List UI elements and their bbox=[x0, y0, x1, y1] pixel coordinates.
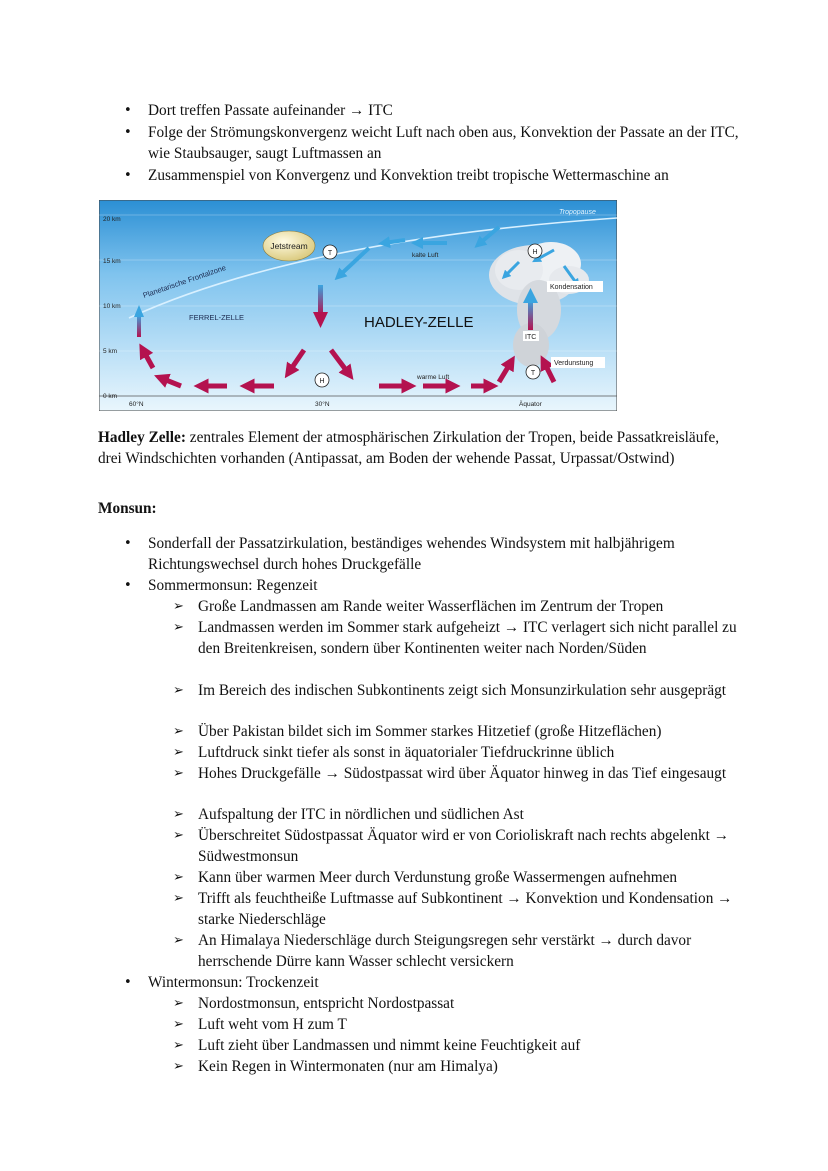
pressure-marker-low-equator bbox=[526, 365, 540, 379]
summer-item: ➢ Über Pakistan bildet sich im Sommer starkes Hitzetief (große Hitzeflächen) bbox=[198, 721, 743, 742]
summer-item: ➢ An Himalaya Niederschläge durch Steigungsregen sehr verstärkt → durch davor herrschende Dürre kann Wasser schlecht versickern bbox=[198, 930, 743, 972]
ferrel-cell-label: FERREL-ZELLE bbox=[189, 313, 245, 322]
summer-item: ➢ Große Landmassen am Rande weiter Wasserflächen im Zentrum der Tropen bbox=[198, 596, 743, 617]
intro-bullet: • Folge der Strömungskonvergenz weicht Luft nach oben aus, Konvektion der Passate an der ITC, wie Staubsauger, saugt Luftmassen an bbox=[148, 122, 748, 164]
atmospheric-circulation-diagram bbox=[99, 200, 617, 411]
frontal-zone-label: Planetarische Frontalzone bbox=[141, 263, 228, 300]
jetstream-label: Jetstream bbox=[270, 241, 308, 251]
altitude-label: 20 km bbox=[103, 216, 121, 223]
latitude-label: 60°N bbox=[129, 401, 144, 408]
altitude-label: 5 km bbox=[103, 348, 118, 355]
winter-item: ➢ Kein Regen in Wintermonaten (nur am Himalya) bbox=[198, 1056, 743, 1077]
summer-item: ➢ Aufspaltung der ITC in nördlichen und südlichen Ast bbox=[198, 804, 743, 825]
intro-bullet: • Dort treffen Passate aufeinander → ITC bbox=[148, 100, 748, 121]
monsun-heading: Monsun: bbox=[98, 500, 157, 517]
hadley-term: Hadley Zelle: bbox=[98, 429, 186, 446]
svg-text:H: H bbox=[532, 249, 538, 256]
evaporation-label: Verdunstung bbox=[554, 360, 594, 367]
latitude-label: 30°N bbox=[315, 401, 330, 408]
summer-item: ➢ Trifft als feuchtheiße Luftmasse auf Subkontinent → Konvektion und Kondensation → starke Niederschläge bbox=[198, 888, 743, 930]
hadley-paragraph bbox=[98, 427, 738, 469]
pressure-marker-high-upper bbox=[528, 244, 542, 258]
summer-item: ➢ Hohes Druckgefälle → Südostpassat wird über Äquator hinweg in das Tief eingesaugt bbox=[198, 763, 743, 784]
pressure-marker-low-upper bbox=[323, 245, 337, 259]
descending-flow bbox=[318, 285, 323, 315]
itc-label: ITC bbox=[525, 334, 537, 341]
hadley-text: zentrales Element der atmosphärischen Zirkulation der Tropen, beide Passatkreisläufe, drei Windschichten vorhanden (Antipassat, am Boden der wehende Passat, Urpassat/Ostwind) bbox=[98, 429, 720, 467]
rising-flow bbox=[528, 300, 533, 330]
hadley-cell-label: HADLEY-ZELLE bbox=[364, 314, 474, 331]
winter-item: ➢ Luft zieht über Landmassen und nimmt keine Feuchtigkeit auf bbox=[198, 1035, 743, 1056]
svg-text:T: T bbox=[530, 370, 536, 377]
cold-air-label: kalte Luft bbox=[412, 252, 439, 259]
winter-item: ➢ Nordostmonsun, entspricht Nordostpassat bbox=[198, 993, 743, 1014]
summer-item: ➢ Kann über warmen Meer durch Verdunstung große Wassermengen aufnehmen bbox=[198, 867, 743, 888]
intro-bullet: • Zusammenspiel von Konvergenz und Konvektion treibt tropische Wettermaschine an bbox=[148, 165, 748, 186]
monsun-bullet-summer: • Sommermonsun: Regenzeit bbox=[148, 575, 748, 596]
svg-text:H: H bbox=[319, 378, 325, 385]
tropopause-label: Tropopause bbox=[559, 209, 596, 216]
monsun-bullet: • Sonderfall der Passatzirkulation, beständiges wehendes Windsystem mit halbjährigem Richtungswechsel durch hohes Druckgefälle bbox=[148, 533, 748, 575]
pressure-marker-high-30n bbox=[315, 373, 329, 387]
latitude-label: Äquator bbox=[519, 401, 542, 408]
altitude-label: 10 km bbox=[103, 303, 121, 310]
condensation-label: Kondensation bbox=[550, 284, 593, 291]
svg-text:T: T bbox=[327, 250, 333, 257]
winter-item: ➢ Luft weht vom H zum T bbox=[198, 1014, 743, 1035]
altitude-label: 15 km bbox=[103, 258, 121, 265]
altitude-label: 0 km bbox=[103, 393, 118, 400]
summer-item: ➢ Überschreitet Südostpassat Äquator wird er von Corioliskraft nach rechts abgelenkt → Südwestmonsun bbox=[198, 825, 743, 867]
polar-rising-flow bbox=[137, 315, 141, 337]
summer-item: ➢ Landmassen werden im Sommer stark aufgeheizt → ITC verlagert sich nicht parallel zu den Breitenkreisen, sondern über Kontinenten weiter nach Norden/Süden bbox=[198, 617, 743, 659]
summer-item: ➢ Luftdruck sinkt tiefer als sonst in äquatorialer Tiefdruckrinne üblich bbox=[198, 742, 743, 763]
monsun-bullet-winter: • Wintermonsun: Trockenzeit bbox=[148, 972, 748, 993]
summer-item: ➢ Im Bereich des indischen Subkontinents zeigt sich Monsunzirkulation sehr ausgeprägt bbox=[198, 680, 743, 701]
warm-air-label: warme Luft bbox=[417, 374, 450, 381]
